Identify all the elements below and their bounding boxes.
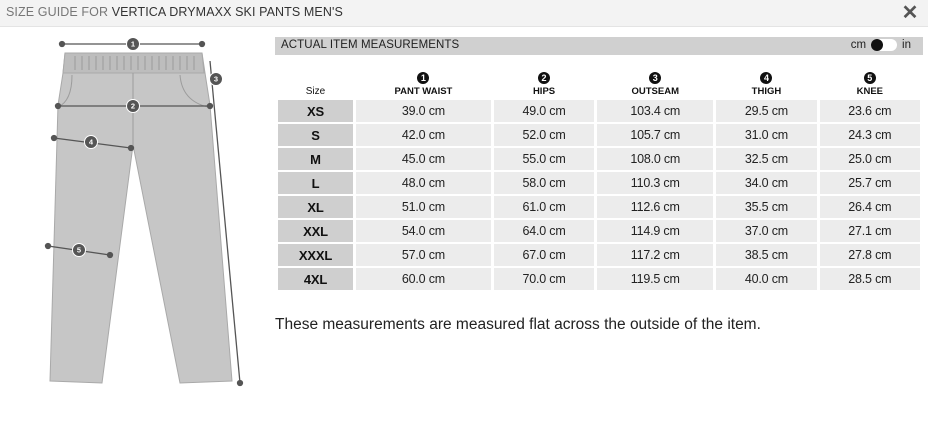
table-row bbox=[278, 268, 920, 290]
value-cell: 57.0 cm bbox=[356, 244, 491, 266]
number-5-icon: 5 bbox=[864, 72, 876, 84]
value-cell: 64.0 cm bbox=[494, 220, 594, 242]
measurements-title: ACTUAL ITEM MEASUREMENTS bbox=[281, 39, 460, 51]
pants-diagram bbox=[30, 33, 260, 393]
value-cell: 67.0 cm bbox=[494, 244, 594, 266]
value-cell: 37.0 cm bbox=[716, 220, 816, 242]
value-cell: 26.4 cm bbox=[820, 196, 920, 218]
size-column-header: Size bbox=[305, 86, 326, 97]
unit-toggle[interactable] bbox=[871, 39, 897, 51]
size-table bbox=[275, 70, 923, 292]
value-cell: 112.6 cm bbox=[597, 196, 713, 218]
value-cell: 108.0 cm bbox=[597, 148, 713, 170]
marker-2-label: 2 bbox=[130, 101, 136, 111]
column-header-hips: 2 HIPS bbox=[532, 73, 556, 97]
value-cell: 29.5 cm bbox=[716, 100, 816, 122]
value-cell: 28.5 cm bbox=[820, 268, 920, 290]
marker-1-label: 1 bbox=[130, 39, 136, 49]
size-cell: 4XL bbox=[278, 268, 353, 290]
value-cell: 40.0 cm bbox=[716, 268, 816, 290]
table-row bbox=[278, 172, 920, 194]
size-cell: XS bbox=[278, 100, 353, 122]
modal-title bbox=[6, 5, 343, 19]
toggle-knob-icon bbox=[871, 39, 883, 51]
value-cell: 58.0 cm bbox=[494, 172, 594, 194]
table-row bbox=[278, 148, 920, 170]
value-cell: 31.0 cm bbox=[716, 124, 816, 146]
value-cell: 105.7 cm bbox=[597, 124, 713, 146]
table-row bbox=[278, 100, 920, 122]
value-cell: 51.0 cm bbox=[356, 196, 491, 218]
value-cell: 48.0 cm bbox=[356, 172, 491, 194]
value-cell: 32.5 cm bbox=[716, 148, 816, 170]
unit-cm-label[interactable]: cm bbox=[850, 39, 867, 51]
value-cell: 34.0 cm bbox=[716, 172, 816, 194]
value-cell: 49.0 cm bbox=[494, 100, 594, 122]
value-cell: 39.0 cm bbox=[356, 100, 491, 122]
table-row bbox=[278, 196, 920, 218]
title-prefix: SIZE GUIDE FOR bbox=[6, 5, 112, 19]
value-cell: 52.0 cm bbox=[494, 124, 594, 146]
value-cell: 119.5 cm bbox=[597, 268, 713, 290]
size-cell: L bbox=[278, 172, 353, 194]
size-cell: XXXL bbox=[278, 244, 353, 266]
marker-3-label: 3 bbox=[213, 74, 219, 84]
pants-silhouette bbox=[50, 53, 232, 383]
value-cell: 110.3 cm bbox=[597, 172, 713, 194]
number-4-icon: 4 bbox=[760, 72, 772, 84]
column-header-pant-waist: 1 PANT WAIST bbox=[394, 73, 453, 97]
value-cell: 114.9 cm bbox=[597, 220, 713, 242]
product-name: VERTICA DRYMAXX SKI PANTS MEN'S bbox=[111, 5, 343, 19]
value-cell: 38.5 cm bbox=[716, 244, 816, 266]
value-cell: 25.0 cm bbox=[820, 148, 920, 170]
number-1-icon: 1 bbox=[417, 72, 429, 84]
value-cell: 55.0 cm bbox=[494, 148, 594, 170]
size-cell: XXL bbox=[278, 220, 353, 242]
value-cell: 23.6 cm bbox=[820, 100, 920, 122]
close-icon[interactable]: ✕ bbox=[901, 2, 919, 24]
column-header-thigh: 4 THIGH bbox=[751, 73, 782, 97]
value-cell: 27.8 cm bbox=[820, 244, 920, 266]
table-row bbox=[278, 220, 920, 242]
column-header-outseam: 3 OUTSEAM bbox=[631, 73, 679, 97]
size-cell: M bbox=[278, 148, 353, 170]
unit-in-label[interactable]: in bbox=[902, 39, 911, 51]
size-cell: XL bbox=[278, 196, 353, 218]
number-2-icon: 2 bbox=[538, 72, 550, 84]
column-header-knee: 5 KNEE bbox=[856, 73, 884, 97]
value-cell: 61.0 cm bbox=[494, 196, 594, 218]
table-header-row bbox=[278, 72, 920, 98]
value-cell: 25.7 cm bbox=[820, 172, 920, 194]
modal-header bbox=[0, 0, 928, 27]
size-cell: S bbox=[278, 124, 353, 146]
marker-5-label: 5 bbox=[76, 245, 82, 255]
measurements-header bbox=[275, 37, 923, 55]
table-row bbox=[278, 244, 920, 266]
value-cell: 45.0 cm bbox=[356, 148, 491, 170]
value-cell: 103.4 cm bbox=[597, 100, 713, 122]
value-cell: 60.0 cm bbox=[356, 268, 491, 290]
value-cell: 117.2 cm bbox=[597, 244, 713, 266]
value-cell: 54.0 cm bbox=[356, 220, 491, 242]
value-cell: 35.5 cm bbox=[716, 196, 816, 218]
value-cell: 42.0 cm bbox=[356, 124, 491, 146]
marker-4-label: 4 bbox=[88, 137, 94, 147]
unit-switch bbox=[851, 39, 911, 51]
number-3-icon: 3 bbox=[649, 72, 661, 84]
measurement-note: These measurements are measured flat across the outside of the item. bbox=[275, 316, 761, 333]
pants-waistband bbox=[63, 53, 204, 73]
value-cell: 24.3 cm bbox=[820, 124, 920, 146]
value-cell: 27.1 cm bbox=[820, 220, 920, 242]
table-row bbox=[278, 124, 920, 146]
value-cell: 70.0 cm bbox=[494, 268, 594, 290]
